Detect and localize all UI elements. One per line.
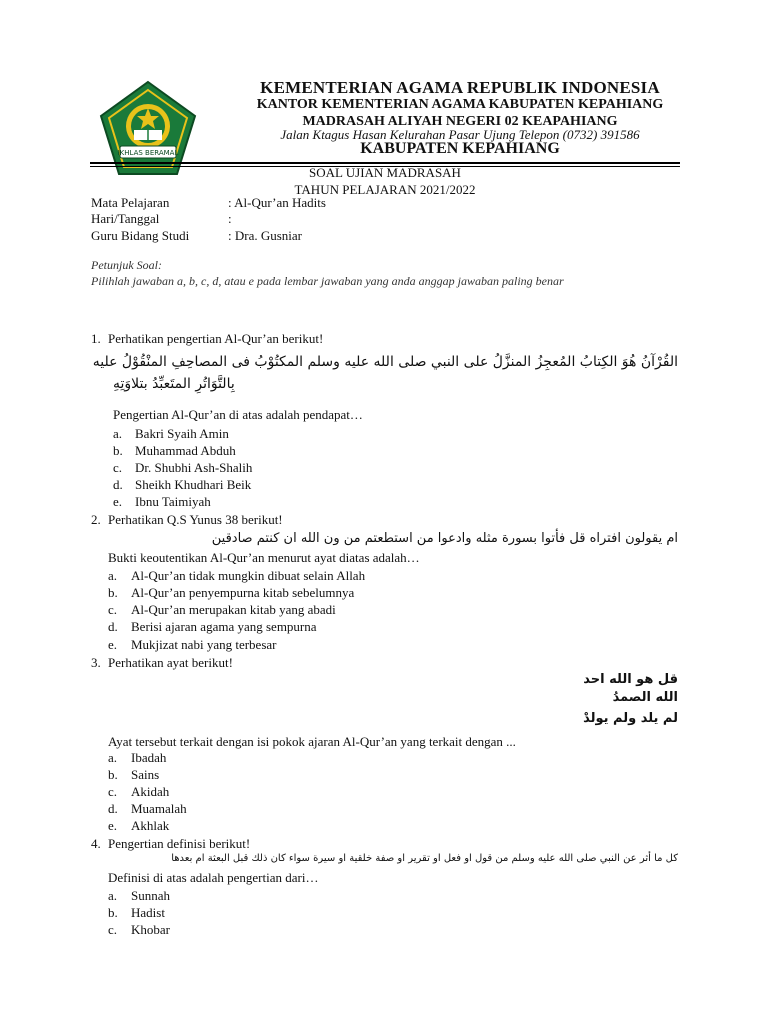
- arabic-text: كل ما أثر عن النبي صلى الله عليه وسلم من قول او فعل او تقرير او صفة خلقية او سيرة سواء كان ذلك قبل البعثة ام بعدها: [171, 853, 678, 864]
- info-value: : Dra. Gusniar: [228, 228, 303, 243]
- option-letter: e.: [108, 637, 118, 652]
- question-stem: Pengertian Al-Qur’an di atas adalah pendapat…: [113, 407, 363, 422]
- instructions-title: Petunjuk Soal:: [91, 258, 162, 272]
- option-text: Sains: [131, 767, 160, 782]
- office-title: KANTOR KEMENTERIAN AGAMA KABUPATEN KEPAHIANG: [256, 97, 664, 112]
- regency-title: KABUPATEN KEPAHIANG: [360, 140, 560, 157]
- option-letter: c.: [108, 922, 118, 937]
- school-address: Jalan Ktagus Hasan Kelurahan Pasar Ujung Telepon (0732) 391586: [280, 127, 640, 142]
- logo-motto: IKHLAS BERAMAL: [117, 149, 179, 157]
- option-text: Muamalah: [131, 801, 187, 816]
- exam-year: TAHUN PELAJARAN 2021/2022: [294, 182, 476, 197]
- option-letter: a.: [113, 426, 123, 441]
- option-text: Al-Qur’an penyempurna kitab sebelumnya: [131, 585, 355, 600]
- question-number: 2.: [91, 512, 101, 527]
- info-value: : Al-Qur’an Hadits: [228, 195, 326, 210]
- option-text: Ibadah: [131, 750, 167, 765]
- ministry-title: KEMENTERIAN AGAMA REPUBLIK INDONESIA: [260, 78, 660, 97]
- option-letter: c.: [113, 460, 123, 475]
- question-prompt: Perhatikan Q.S Yunus 38 berikut!: [108, 512, 283, 527]
- arabic-text: القُرْآنُ هُوَ الكِتابُ المُعجِزُ المنزَّلُ على النبي صلى الله عليه وسلم المكتُوْبُ فى المصاحِفِ المنْقُوْلُ عليه: [92, 354, 678, 370]
- option-text: Hadist: [131, 905, 165, 920]
- option-letter: d.: [108, 619, 118, 634]
- option-text: Khobar: [131, 922, 170, 937]
- question-stem: Bukti keoutentikan Al-Qur’an menurut ayat diatas adalah…: [108, 550, 420, 565]
- option-letter: a.: [108, 750, 118, 765]
- info-label: Hari/Tanggal: [91, 211, 160, 226]
- option-letter: e.: [108, 818, 118, 833]
- option-text: Muhammad Abduh: [135, 443, 236, 458]
- question-stem: Ayat tersebut terkait dengan isi pokok ajaran Al-Qur’an yang terkait dengan ...: [108, 734, 516, 749]
- option-text: Sheikh Khudhari Beik: [135, 477, 252, 492]
- option-letter: d.: [108, 801, 118, 816]
- question-prompt: Pengertian definisi berikut!: [108, 836, 251, 851]
- option-text: Berisi ajaran agama yang sempurna: [131, 619, 317, 634]
- option-letter: b.: [108, 585, 118, 600]
- option-text: Sunnah: [131, 888, 170, 903]
- option-letter: a.: [108, 888, 118, 903]
- question-number: 4.: [91, 836, 101, 851]
- arabic-text: ام يقولون افتراه قل فأتوا بسورة مثله وادعوا من استطعتم من ون الله ان كنتم صادقين: [211, 531, 678, 546]
- option-text: Akidah: [131, 784, 170, 799]
- question-number: 1.: [91, 331, 101, 346]
- option-text: Bakri Syaih Amin: [135, 426, 229, 441]
- school-title: MADRASAH ALIYAH NEGERI 02 KEAPAHIANG: [302, 114, 618, 129]
- option-letter: b.: [113, 443, 123, 458]
- question-stem: Definisi di atas adalah pengertian dari…: [108, 870, 319, 885]
- question-prompt: Perhatikan ayat berikut!: [108, 655, 233, 670]
- option-text: Mukjizat nabi yang terbesar: [131, 637, 277, 652]
- info-label: Mata Pelajaran: [91, 195, 170, 210]
- instructions-text: Pilihlah jawaban a, b, c, d, atau e pada lembar jawaban yang anda anggap jawaban paling benar: [91, 274, 564, 288]
- question-number: 3.: [91, 655, 101, 670]
- info-label: Guru Bidang Studi: [91, 228, 190, 243]
- option-letter: d.: [113, 477, 123, 492]
- header-divider: [90, 162, 680, 164]
- option-text: Dr. Shubhi Ash-Shalih: [135, 460, 253, 475]
- arabic-text: بِالتَّوَاتُرِ المتَعبِّدُ بتلاوَتِهِ: [113, 376, 235, 392]
- arabic-text: الله الصمدُ: [612, 690, 678, 705]
- option-text: Al-Qur’an tidak mungkin dibuat selain Allah: [131, 568, 366, 583]
- info-value: :: [228, 211, 232, 226]
- option-letter: a.: [108, 568, 118, 583]
- arabic-text: قل هو الله احد: [583, 672, 678, 687]
- option-text: Al-Qur’an merupakan kitab yang abadi: [131, 602, 336, 617]
- option-text: Ibnu Taimiyah: [135, 494, 211, 509]
- option-letter: b.: [108, 905, 118, 920]
- exam-title: SOAL UJIAN MADRASAH: [309, 165, 461, 180]
- option-letter: b.: [108, 767, 118, 782]
- option-letter: e.: [113, 494, 123, 509]
- option-letter: c.: [108, 784, 118, 799]
- option-letter: c.: [108, 602, 118, 617]
- option-text: Akhlak: [131, 818, 170, 833]
- arabic-text: لم يلد ولم يولدْ: [583, 711, 678, 726]
- question-prompt: Perhatikan pengertian Al-Qur’an berikut!: [108, 331, 324, 346]
